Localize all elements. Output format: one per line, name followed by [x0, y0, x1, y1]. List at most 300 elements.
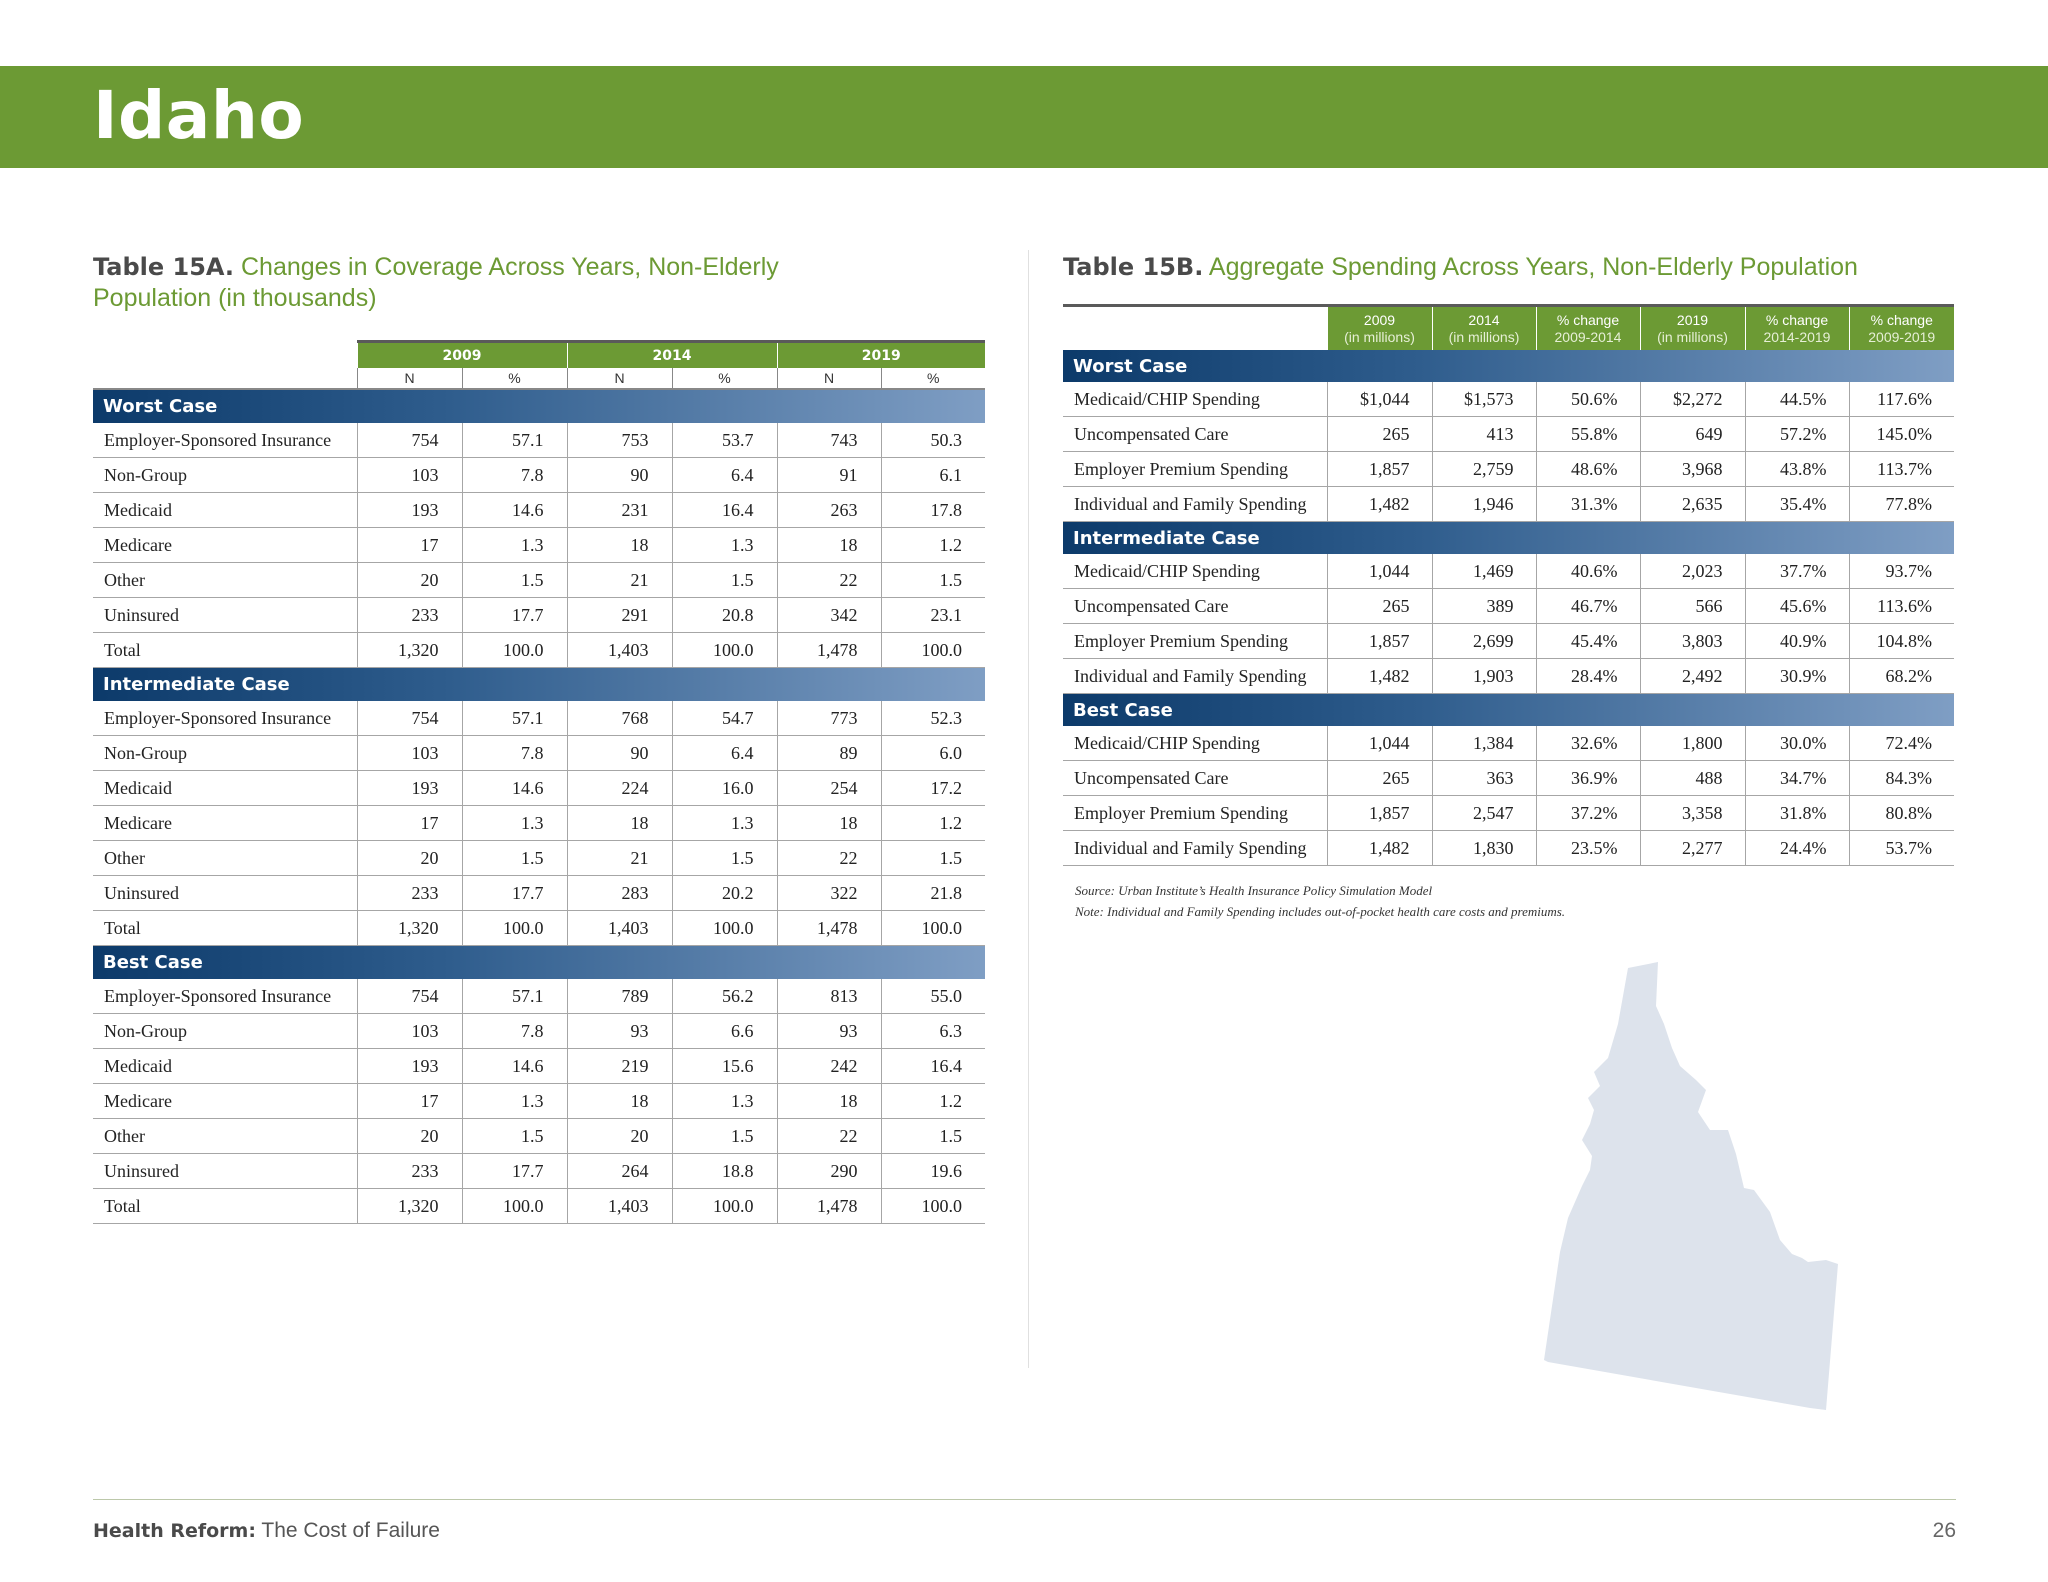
subheader: %	[881, 368, 985, 389]
row-label: Uninsured	[93, 876, 357, 911]
row-value: 389	[1432, 589, 1536, 624]
row-value: 18	[777, 1084, 881, 1119]
table-row	[1063, 761, 1954, 796]
row-value: 754	[357, 701, 462, 736]
row-value: 68.2%	[1849, 659, 1954, 694]
subheader: N	[357, 368, 462, 389]
row-value: 21.8	[881, 876, 985, 911]
row-value: 1.3	[462, 1084, 567, 1119]
subheader: %	[672, 368, 777, 389]
row-value: 18	[567, 806, 672, 841]
row-value: 1,403	[567, 633, 672, 668]
row-value: 77.8%	[1849, 487, 1954, 522]
row-value: 3,803	[1640, 624, 1745, 659]
spending-table	[1063, 304, 1954, 866]
row-value: 100.0	[462, 1189, 567, 1224]
row-value: 2,492	[1640, 659, 1745, 694]
row-value: 1,857	[1327, 796, 1432, 831]
row-label: Employer Premium Spending	[1063, 796, 1327, 831]
row-value: 743	[777, 423, 881, 458]
table-row	[93, 493, 985, 528]
row-value: 30.9%	[1745, 659, 1849, 694]
section-header-row	[1063, 522, 1954, 555]
row-value: 233	[357, 598, 462, 633]
row-value: 265	[1327, 417, 1432, 452]
subheader: %	[462, 368, 567, 389]
row-value: 1.5	[462, 841, 567, 876]
row-value: 31.8%	[1745, 796, 1849, 831]
table-row	[93, 1014, 985, 1049]
table-b-header	[1063, 307, 1954, 350]
section-header-row	[1063, 694, 1954, 727]
row-value: 753	[567, 423, 672, 458]
section-header: Intermediate Case	[1063, 522, 1954, 555]
row-value: 45.6%	[1745, 589, 1849, 624]
row-label: Employer Premium Spending	[1063, 452, 1327, 487]
row-value: 90	[567, 458, 672, 493]
column-header	[1640, 307, 1745, 350]
row-label: Individual and Family Spending	[1063, 659, 1327, 694]
table-row	[93, 806, 985, 841]
year-header: 2019	[777, 343, 985, 368]
row-value: 7.8	[462, 1014, 567, 1049]
table-a-header-blank	[93, 343, 357, 368]
row-value: 17	[357, 1084, 462, 1119]
row-value: 193	[357, 493, 462, 528]
row-value: 16.0	[672, 771, 777, 806]
row-value: 1,044	[1327, 726, 1432, 761]
table-b-caption: Aggregate Spending Across Years, Non-Elderly Population	[1208, 253, 1858, 281]
row-value: 754	[357, 423, 462, 458]
row-value: 93	[777, 1014, 881, 1049]
row-value: 1,946	[1432, 487, 1536, 522]
row-value: 20	[357, 1119, 462, 1154]
row-value: 193	[357, 771, 462, 806]
row-value: 48.6%	[1536, 452, 1640, 487]
row-value: 14.6	[462, 1049, 567, 1084]
row-value: 21	[567, 563, 672, 598]
footer-rule	[93, 1499, 1956, 1500]
column-header-line2: (in millions)	[1344, 328, 1415, 345]
row-value: 100.0	[462, 633, 567, 668]
section-header-row	[93, 946, 985, 980]
row-value: 1.3	[462, 528, 567, 563]
table-a-subheader-blank	[93, 368, 357, 389]
row-value: 7.8	[462, 458, 567, 493]
row-value: 17	[357, 528, 462, 563]
row-value: 1,320	[357, 1189, 462, 1224]
subheader: N	[777, 368, 881, 389]
row-value: 649	[1640, 417, 1745, 452]
row-value: 43.8%	[1745, 452, 1849, 487]
row-value: 93	[567, 1014, 672, 1049]
row-value: 2,277	[1640, 831, 1745, 866]
row-label: Medicare	[93, 806, 357, 841]
row-value: 53.7	[672, 423, 777, 458]
row-value: 23.5%	[1536, 831, 1640, 866]
column-header	[1432, 307, 1536, 350]
row-value: 263	[777, 493, 881, 528]
row-value: 1,320	[357, 633, 462, 668]
section-header: Worst Case	[93, 389, 985, 423]
footer-text: The Cost of Failure	[255, 1519, 440, 1542]
row-value: 1.5	[881, 841, 985, 876]
row-value: 44.5%	[1745, 382, 1849, 417]
row-value: 363	[1432, 761, 1536, 796]
table-row	[1063, 726, 1954, 761]
table-row	[1063, 831, 1954, 866]
section-header: Best Case	[1063, 694, 1954, 727]
idaho-map-shape	[1544, 962, 1838, 1410]
row-label: Other	[93, 563, 357, 598]
row-value: 233	[357, 876, 462, 911]
row-value: 31.3%	[1536, 487, 1640, 522]
row-value: 1.5	[462, 563, 567, 598]
idaho-map-icon	[1540, 962, 1840, 1418]
row-value: 20.8	[672, 598, 777, 633]
row-label: Uncompensated Care	[1063, 761, 1327, 796]
table-row	[93, 633, 985, 668]
title-banner	[0, 66, 2048, 168]
row-value: 20.2	[672, 876, 777, 911]
row-value: 103	[357, 1014, 462, 1049]
row-value: 22	[777, 563, 881, 598]
row-value: 773	[777, 701, 881, 736]
row-value: 1,478	[777, 1189, 881, 1224]
table-row	[1063, 554, 1954, 589]
table-row	[93, 841, 985, 876]
row-label: Employer-Sponsored Insurance	[93, 979, 357, 1014]
section-header-row	[1063, 350, 1954, 382]
row-value: 754	[357, 979, 462, 1014]
row-value: 103	[357, 736, 462, 771]
row-label: Medicare	[93, 1084, 357, 1119]
row-value: 18	[567, 528, 672, 563]
column-header	[1327, 307, 1432, 350]
row-value: 231	[567, 493, 672, 528]
row-value: 100.0	[462, 911, 567, 946]
row-label: Medicaid/CHIP Spending	[1063, 726, 1327, 761]
row-label: Non-Group	[93, 1014, 357, 1049]
row-value: 46.7%	[1536, 589, 1640, 624]
row-value: 20	[357, 563, 462, 598]
row-value: 1,857	[1327, 452, 1432, 487]
row-value: 145.0%	[1849, 417, 1954, 452]
footer-title	[93, 1519, 440, 1543]
row-value: 89	[777, 736, 881, 771]
row-value: 113.7%	[1849, 452, 1954, 487]
row-value: 233	[357, 1154, 462, 1189]
row-value: 56.2	[672, 979, 777, 1014]
row-value: 265	[1327, 589, 1432, 624]
column-header-line1: 2009	[1363, 311, 1396, 328]
row-label: Medicaid	[93, 493, 357, 528]
row-value: 104.8%	[1849, 624, 1954, 659]
row-value: 36.9%	[1536, 761, 1640, 796]
row-value: 17.8	[881, 493, 985, 528]
row-value: 193	[357, 1049, 462, 1084]
row-value: 40.9%	[1745, 624, 1849, 659]
year-header: 2009	[357, 343, 567, 368]
footer-bold: Health Reform:	[93, 1520, 256, 1542]
row-label: Individual and Family Spending	[1063, 831, 1327, 866]
row-value: 37.7%	[1745, 554, 1849, 589]
row-value: 6.3	[881, 1014, 985, 1049]
row-value: 22	[777, 841, 881, 876]
row-value: 57.1	[462, 423, 567, 458]
table-row	[1063, 796, 1954, 831]
row-value: 17	[357, 806, 462, 841]
column-header-line2: 2009-2019	[1868, 328, 1936, 345]
table-row	[93, 1119, 985, 1154]
column-header	[1849, 307, 1954, 350]
column-divider	[1028, 250, 1029, 1368]
row-label: Medicaid	[93, 1049, 357, 1084]
row-value: 57.1	[462, 979, 567, 1014]
row-value: 14.6	[462, 493, 567, 528]
row-label: Uninsured	[93, 1154, 357, 1189]
row-value: 15.6	[672, 1049, 777, 1084]
row-value: 1,482	[1327, 831, 1432, 866]
table-b-header-blank	[1063, 307, 1327, 350]
row-value: 265	[1327, 761, 1432, 796]
row-value: 57.1	[462, 701, 567, 736]
table-row	[93, 1154, 985, 1189]
year-header: 2014	[567, 343, 777, 368]
row-value: 1,903	[1432, 659, 1536, 694]
table-a-label: Table 15A.	[93, 253, 235, 281]
row-value: 1,469	[1432, 554, 1536, 589]
row-value: 52.3	[881, 701, 985, 736]
row-value: 100.0	[881, 1189, 985, 1224]
row-value: 37.2%	[1536, 796, 1640, 831]
row-value: 1,384	[1432, 726, 1536, 761]
row-value: 100.0	[672, 911, 777, 946]
row-value: 1.3	[672, 528, 777, 563]
row-value: 1,800	[1640, 726, 1745, 761]
table-row	[93, 736, 985, 771]
row-value: 1.3	[672, 1084, 777, 1119]
row-value: 23.1	[881, 598, 985, 633]
row-value: 1.5	[881, 563, 985, 598]
coverage-table	[93, 340, 985, 1224]
row-value: 40.6%	[1536, 554, 1640, 589]
row-value: 18.8	[672, 1154, 777, 1189]
row-value: 30.0%	[1745, 726, 1849, 761]
row-label: Employer-Sponsored Insurance	[93, 423, 357, 458]
column-header-line2: 2009-2014	[1554, 328, 1622, 345]
row-value: $1,573	[1432, 382, 1536, 417]
section-header-row	[93, 668, 985, 702]
row-value: 113.6%	[1849, 589, 1954, 624]
table-row	[1063, 417, 1954, 452]
row-label: Individual and Family Spending	[1063, 487, 1327, 522]
row-value: 18	[567, 1084, 672, 1119]
table-row	[93, 1084, 985, 1119]
table-b-title	[1063, 252, 1963, 283]
row-value: 20	[567, 1119, 672, 1154]
row-value: 1,478	[777, 911, 881, 946]
row-label: Other	[93, 1119, 357, 1154]
row-value: 45.4%	[1536, 624, 1640, 659]
row-value: 84.3%	[1849, 761, 1954, 796]
row-value: 17.7	[462, 598, 567, 633]
row-value: 1.2	[881, 806, 985, 841]
table-row	[93, 563, 985, 598]
row-value: 1.5	[672, 841, 777, 876]
row-value: 90	[567, 736, 672, 771]
row-value: 6.4	[672, 736, 777, 771]
section-header: Best Case	[93, 946, 985, 980]
row-value: 100.0	[881, 911, 985, 946]
row-value: 1.2	[881, 528, 985, 563]
table-row	[1063, 589, 1954, 624]
row-value: 264	[567, 1154, 672, 1189]
column-header-line1: 2014	[1468, 311, 1500, 328]
row-value: 16.4	[672, 493, 777, 528]
row-value: 6.0	[881, 736, 985, 771]
table-row	[1063, 624, 1954, 659]
table-row	[93, 979, 985, 1014]
page-title: Idaho	[93, 77, 305, 154]
row-value: 100.0	[672, 633, 777, 668]
row-value: 1,403	[567, 911, 672, 946]
row-value: 20	[357, 841, 462, 876]
row-label: Uncompensated Care	[1063, 589, 1327, 624]
row-label: Medicaid	[93, 771, 357, 806]
row-label: Uncompensated Care	[1063, 417, 1327, 452]
row-value: 28.4%	[1536, 659, 1640, 694]
row-value: 3,358	[1640, 796, 1745, 831]
row-value: 24.4%	[1745, 831, 1849, 866]
row-value: 219	[567, 1049, 672, 1084]
column-header-line1: % change	[1765, 311, 1829, 328]
row-value: 1,403	[567, 1189, 672, 1224]
row-label: Medicaid/CHIP Spending	[1063, 382, 1327, 417]
row-value: 55.8%	[1536, 417, 1640, 452]
row-value: 1.5	[672, 563, 777, 598]
row-label: Employer-Sponsored Insurance	[93, 701, 357, 736]
row-label: Non-Group	[93, 458, 357, 493]
row-label: Employer Premium Spending	[1063, 624, 1327, 659]
table-row	[93, 423, 985, 458]
row-value: 1,857	[1327, 624, 1432, 659]
row-label: Medicaid/CHIP Spending	[1063, 554, 1327, 589]
row-value: 283	[567, 876, 672, 911]
column-header-line1: 2019	[1676, 311, 1709, 328]
column-header	[1745, 307, 1849, 350]
table-b-label: Table 15B.	[1063, 253, 1204, 281]
table-a-caption: Changes in Coverage Across Years, Non-Elderly Population (in thousands)	[93, 253, 779, 312]
table-a-year-header	[93, 343, 985, 368]
table-row	[93, 1049, 985, 1084]
row-value: 1.5	[881, 1119, 985, 1154]
row-label: Total	[93, 633, 357, 668]
row-value: 93.7%	[1849, 554, 1954, 589]
row-value: 2,699	[1432, 624, 1536, 659]
row-value: 54.7	[672, 701, 777, 736]
row-value: 34.7%	[1745, 761, 1849, 796]
row-value: 342	[777, 598, 881, 633]
row-value: 1.3	[672, 806, 777, 841]
column-header-line1: % change	[1870, 311, 1933, 328]
table-row	[1063, 452, 1954, 487]
table-row	[93, 528, 985, 563]
table-row	[93, 771, 985, 806]
row-value: 6.6	[672, 1014, 777, 1049]
row-label: Uninsured	[93, 598, 357, 633]
row-value: 1.5	[672, 1119, 777, 1154]
table-a-title	[93, 252, 813, 314]
row-value: 72.4%	[1849, 726, 1954, 761]
table-row	[1063, 659, 1954, 694]
row-value: $1,044	[1327, 382, 1432, 417]
row-value: 1.5	[462, 1119, 567, 1154]
footnote: Note: Individual and Family Spending includes out-of-pocket health care costs and premiums.	[1075, 904, 1566, 919]
subheader: N	[567, 368, 672, 389]
column-header	[1536, 307, 1640, 350]
row-value: 18	[777, 528, 881, 563]
row-value: 2,635	[1640, 487, 1745, 522]
row-value: 53.7%	[1849, 831, 1954, 866]
row-value: 1,320	[357, 911, 462, 946]
row-value: 488	[1640, 761, 1745, 796]
row-value: 16.4	[881, 1049, 985, 1084]
row-value: 813	[777, 979, 881, 1014]
row-value: 1,830	[1432, 831, 1536, 866]
row-label: Non-Group	[93, 736, 357, 771]
source-note: Source: Urban Institute’s Health Insurance Policy Simulation Model	[1075, 883, 1433, 898]
column-header-line1: % change	[1556, 311, 1620, 328]
row-value: 19.6	[881, 1154, 985, 1189]
row-value: 100.0	[672, 1189, 777, 1224]
row-value: 2,547	[1432, 796, 1536, 831]
section-header: Worst Case	[1063, 350, 1954, 382]
row-label: Total	[93, 1189, 357, 1224]
row-value: 32.6%	[1536, 726, 1640, 761]
row-value: 291	[567, 598, 672, 633]
row-value: 6.1	[881, 458, 985, 493]
row-value: 35.4%	[1745, 487, 1849, 522]
row-value: 17.2	[881, 771, 985, 806]
column-header-line2: 2014-2019	[1763, 328, 1831, 345]
row-label: Total	[93, 911, 357, 946]
row-value: 1,044	[1327, 554, 1432, 589]
section-header-row	[93, 389, 985, 423]
row-value: 21	[567, 841, 672, 876]
table-row	[93, 1189, 985, 1224]
row-value: 1,482	[1327, 659, 1432, 694]
row-value: 55.0	[881, 979, 985, 1014]
row-value: 17.7	[462, 1154, 567, 1189]
row-value: 1.3	[462, 806, 567, 841]
table-row	[93, 876, 985, 911]
row-value: 768	[567, 701, 672, 736]
row-value: 413	[1432, 417, 1536, 452]
row-value: 57.2%	[1745, 417, 1849, 452]
table-row	[93, 911, 985, 946]
row-value: 224	[567, 771, 672, 806]
row-value: 117.6%	[1849, 382, 1954, 417]
row-value: 3,968	[1640, 452, 1745, 487]
column-header-line2: (in millions)	[1448, 328, 1520, 345]
row-value: 6.4	[672, 458, 777, 493]
table-row	[93, 458, 985, 493]
table-a-subheader	[93, 368, 985, 389]
table-row	[1063, 382, 1954, 417]
row-value: 80.8%	[1849, 796, 1954, 831]
row-value: 50.6%	[1536, 382, 1640, 417]
